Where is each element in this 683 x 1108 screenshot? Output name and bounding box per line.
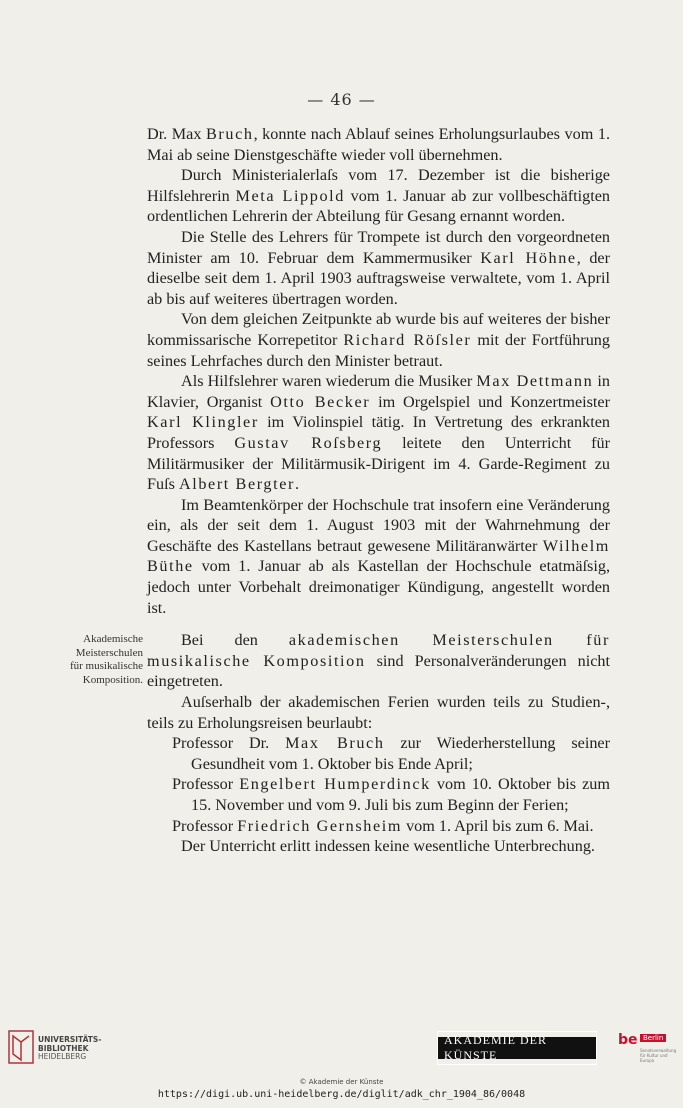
- university-library-logo-icon: [8, 1030, 34, 1064]
- copyright-notice: © Akademie der Künste: [299, 1078, 384, 1086]
- person-name: Friedrich Gernsheim: [237, 816, 403, 835]
- person-name: Richard Röſsler: [343, 330, 472, 349]
- professor-entry: Professor Engelbert Humperdinck vom 10. Oktober bis zum 15. November und vom 9. Juli bis zum Beginn der Ferien;: [172, 775, 610, 814]
- berlin-logo: be Berlin Senatsverwaltung für Kultur und Europa: [618, 1032, 677, 1063]
- person-name: Max Bruch: [285, 734, 385, 753]
- section-intro: Bei den akademischen Meisterschulen für musikalische Komposition sind Personalveränderungen nicht eingetreten.: [147, 631, 610, 691]
- person-name: Engelbert Humperdinck: [239, 775, 431, 794]
- source-url[interactable]: https://digi.ub.uni-heidelberg.de/diglit/adk_chr_1904_86/0048: [157, 1089, 526, 1100]
- person-name: Wilhelm Büthe: [147, 536, 610, 576]
- meisterschulen-section: [69, 630, 610, 857]
- paragraph-6: Im Beamtenkörper der Hochschule trat insofern eine Veränderung ein, als der seit dem 1. August 1903 mit der Wahrnehmung der Geschäfte des Kastellans betraut gewesene Militäranwärter Wilhelm Büthe vom 1. Januar ab als Kastellan der Hochschule etatmäſsig, jedoch unter Vorbehalt dreimonatiger Kündigung, angestellt worden ist.: [147, 495, 610, 617]
- person-name: Max Dettmann: [476, 372, 594, 391]
- person-name: Karl Klingler: [147, 413, 259, 432]
- paragraph-3: Die Stelle des Lehrers für Trompete ist durch den vorgeordneten Minister am 10. Februar dem Kammermusiker Karl Höhne, der dieselbe seit dem 1. April 1903 auftragsweise verwaltete, vom 1. April ab bis auf weiteres übertragen worden.: [147, 227, 610, 308]
- page-number: — 46 —: [307, 90, 376, 109]
- person-name: Meta Lippold: [235, 186, 345, 205]
- paragraph-2: Durch Ministerialerlaſs vom 17. Dezember ist die bisherige Hilfslehrerin Meta Lippold vom 1. Januar ab zur vollbeschäftigten ordentlichen Lehrerin der Abteilung für Gesang ernannt worden.: [147, 166, 611, 226]
- university-library-name: UNIVERSITÄTS- BIBLIOTHEK HEIDELBERG: [38, 1035, 102, 1061]
- body-text: [69, 124, 611, 857]
- person-name: Bruch: [206, 125, 254, 143]
- paragraph-5: Als Hilfslehrer waren wiederum die Musiker Max Dettmann in Klavier, Organist Otto Becker im Orgelspiel und Konzertmeister Karl Klingler im Violinspiel tätig. In Vertretung des erkrankten Professors Gustav Roſsberg leitete den Unterricht für Militärmusiker der Militärmusik-Dirigent im 4. Garde-Regiment zu Fuſs Albert Bergter.: [147, 372, 610, 494]
- margin-note: Akademische Meisterschulen für musikalische Komposition.: [69, 633, 143, 686]
- leave-intro: Auſserhalb der akademischen Ferien wurden teils zu Studien-, teils zu Erholungsreisen beurlaubt:: [147, 693, 610, 732]
- person-name: Albert Bergter: [178, 475, 295, 494]
- paragraph-1: Dr. Max Bruch, konnte nach Ablauf seines Erholungsurlaubes vom 1. Mai ab seine Dienstgeschäfte wieder voll übernehmen.: [147, 125, 610, 164]
- person-name: Otto Becker: [270, 392, 371, 411]
- akademie-der-kuenste-logo[interactable]: AKADEMIE DER KÜNSTE: [437, 1037, 597, 1059]
- professor-entry: Professor Friedrich Gernsheim vom 1. April bis zum 6. Mai.: [172, 816, 594, 835]
- footer: [0, 1025, 683, 1108]
- professor-entry: Professor Dr. Max Bruch zur Wiederherstellung seiner Gesundheit vom 1. Oktober bis Ende April;: [172, 734, 610, 773]
- person-name: Karl Höhne: [480, 248, 577, 267]
- paragraph-4: Von dem gleichen Zeitpunkte ab wurde bis auf weiteres der bisher kommissarische Korrepetitor Richard Röſsler mit der Fortführung seines Lehrfaches durch den Minister betraut.: [147, 310, 610, 370]
- section-heading-text: akademischen Meisterschulen für musikalische Komposition: [147, 631, 610, 670]
- closing-paragraph: Der Unterricht erlitt indessen keine wesentliche Unterbrechung.: [181, 837, 595, 856]
- person-name: Gustav Roſsberg: [234, 433, 383, 452]
